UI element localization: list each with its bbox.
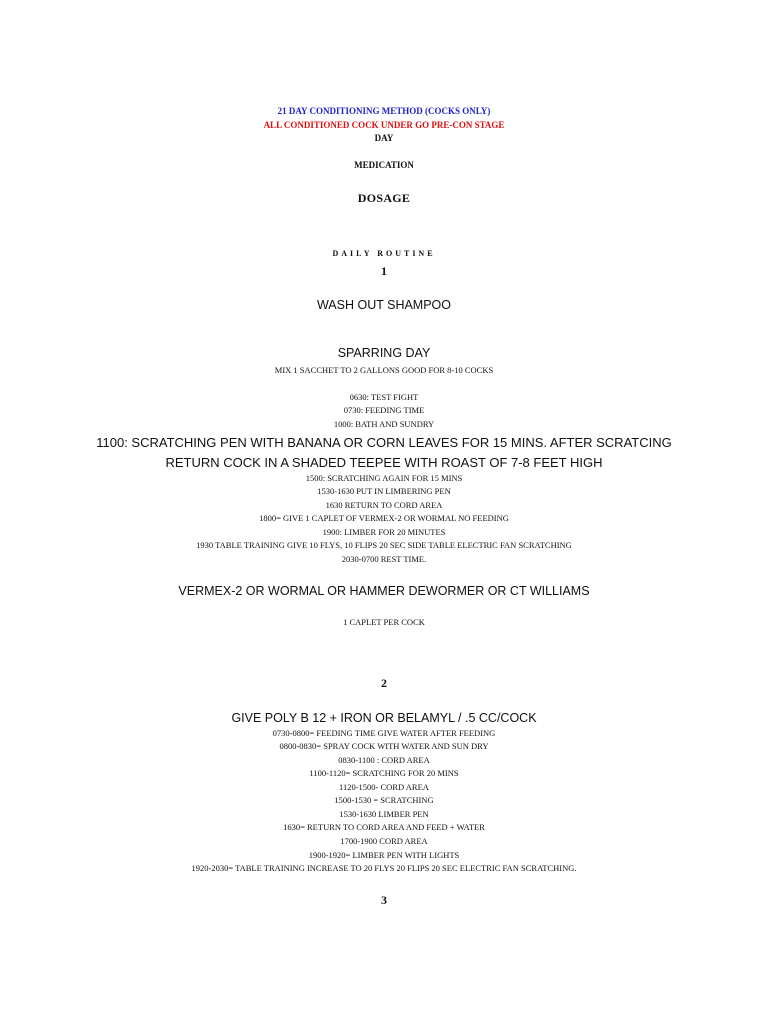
day-2-routine-item: 1920-2030= TABLE TRAINING INCREASE TO 20 FLYS 20 FLIPS 20 SEC ELECTRIC FAN SCRATCHING.	[191, 863, 577, 873]
day-1-routine-item: 1930 TABLE TRAINING GIVE 10 FLYS, 10 FLIPS 20 SEC SIDE TABLE ELECTRIC FAN SCRATCHING	[196, 540, 572, 550]
day-1-scratching-line-1: 1100: SCRATCHING PEN WITH BANANA OR CORN LEAVES FOR 15 MINS. AFTER SCRATCING	[96, 435, 672, 450]
day-1-routine-item: 0730: FEEDING TIME	[343, 405, 425, 415]
day-1-routine-item: 1500: SCRATCHING AGAIN FOR 15 MINS	[305, 473, 463, 483]
day-1-sparring: SPARRING DAY	[337, 346, 431, 360]
day-2-medication: GIVE POLY B 12 + IRON OR BELAMYL / .5 CC/COCK	[231, 711, 537, 725]
day-1-scratching-line-2: RETURN COCK IN A SHADED TEEPEE WITH ROAST OF 7-8 FEET HIGH	[165, 455, 603, 470]
daily-routine-column-header: DAILY ROUTINE	[332, 249, 436, 258]
day-1-routine-item: 1900: LIMBER FOR 20 MINUTES	[322, 527, 446, 537]
day-1-routine-item: 1630 RETURN TO CORD AREA	[325, 500, 443, 510]
day-2-routine-item: 1100-1120= SCRATCHING FOR 20 MINS	[309, 768, 459, 778]
day-2-routine-item: 1900-1920= LIMBER PEN WITH LIGHTS	[308, 850, 460, 860]
day-1-routine-item: 1530-1630 PUT IN LIMBERING PEN	[317, 486, 451, 496]
document-title: 21 DAY CONDITIONING METHOD (COCKS ONLY)	[277, 106, 491, 116]
day-1-routine-item: 1000: BATH AND SUNDRY	[333, 419, 435, 429]
day-2-routine-item: 0730-0800= FEEDING TIME GIVE WATER AFTER FEEDING	[272, 728, 496, 738]
day-2-routine-item: 1500-1530 = SCRATCHING	[334, 795, 434, 805]
day-2-routine-item: 1630= RETURN TO CORD AREA AND FEED + WATER	[283, 822, 485, 832]
day-column-header: DAY	[374, 133, 394, 143]
dosage-column-header: DOSAGE	[357, 191, 411, 205]
day-1-number: 1	[381, 264, 387, 278]
day-1-dewormer: VERMEX-2 OR WORMAL OR HAMMER DEWORMER OR CT WILLIAMS	[178, 584, 590, 598]
day-2-number: 2	[381, 676, 387, 690]
day-2-routine-item: 1530-1630 LIMBER PEN	[339, 809, 429, 819]
day-2-routine-item: 0830-1100 : CORD AREA	[338, 755, 430, 765]
document-subtitle: ALL CONDITIONED COCK UNDER GO PRE-CON STAGE	[263, 120, 505, 130]
day-1-routine-item: 1800= GIVE 1 CAPLET OF VERMEX-2 OR WORMAL NO FEEDING	[259, 513, 509, 523]
day-1-dewormer-dosage: 1 CAPLET PER COCK	[343, 617, 425, 627]
day-3-number: 3	[381, 893, 387, 907]
medication-column-header: MEDICATION	[354, 160, 414, 170]
day-2-routine-item: 1700-1900 CORD AREA	[340, 836, 428, 846]
day-1-routine-item: 0630: TEST FIGHT	[349, 392, 419, 402]
day-1-routine-item: 2030-0700 REST TIME.	[341, 554, 427, 564]
day-1-medication: WASH OUT SHAMPOO	[316, 298, 452, 312]
day-2-routine-item: 1120-1500- CORD AREA	[339, 782, 429, 792]
day-2-routine-item: 0800-0830= SPRAY COCK WITH WATER AND SUN DRY	[279, 741, 489, 751]
day-1-dosage: MIX 1 SACCHET TO 2 GALLONS GOOD FOR 8-10 COCKS	[274, 365, 494, 375]
